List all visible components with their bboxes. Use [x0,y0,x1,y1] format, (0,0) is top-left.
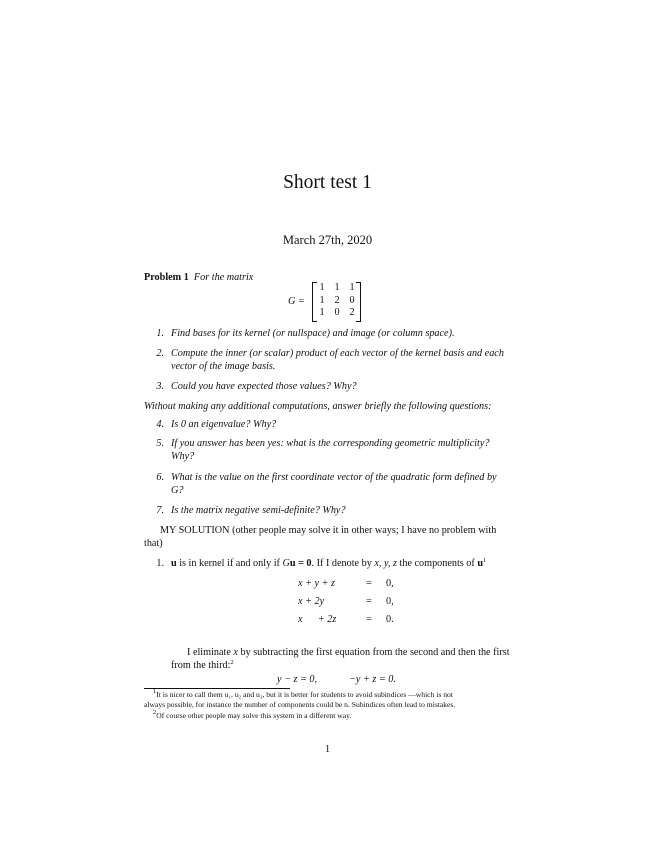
reduced-eq-2: −y + z = 0. [349,674,396,685]
list-item-number: 6. [156,472,164,483]
text-run: is in kernel if and only if [176,558,283,569]
math-run: x [233,647,238,658]
footnote-mark: 1 [483,557,487,564]
solution-item-1-text [171,557,486,570]
matrix-cell: 1 [334,282,340,293]
solution-intro-line2: that) [144,538,163,549]
footnote-mark: 2 [230,659,234,666]
text-run: I eliminate [187,647,234,658]
system-eq-op: = [366,614,372,625]
list-item-text: If you answer has been yes: what is the corresponding geometric multiplicity? [171,438,490,449]
solution-intro-line1: MY SOLUTION (other people may solve it in other ways; I have no problem with [160,525,497,536]
system-eq-lhs: x + y + z [298,578,335,589]
list-item-number: 1. [156,328,164,339]
between-paragraph: Without making any additional computations, answer briefly the following questions: [144,401,492,412]
footnote-2 [153,711,351,721]
list-item-text: Could you have expected those values? Why? [171,381,357,392]
problem-label: Problem 1 [144,272,189,283]
matrix-cell: 1 [319,294,325,306]
matrix-cell: 2 [349,307,355,318]
footnote-1-line1 [153,690,453,700]
matrix-lhs: G = [288,296,305,307]
vector-u: u [477,558,484,569]
list-item-number: 3. [156,381,164,392]
list-item-text: Why? [171,451,195,462]
text-run: the components of [396,558,478,569]
list-item-text: G? [171,485,184,496]
system-eq-op: = [366,596,372,607]
system-eq-lhs: x + 2z [298,614,337,625]
list-item-text: Compute the inner (or scalar) product of each vector of the kernel basis and each [171,348,504,359]
list-item-text: Is the matrix negative semi-definite? Why? [171,505,346,516]
list-item-text: vector of the image basis. [171,361,276,372]
list-item-number: 2. [156,348,164,359]
system-eq-op: = [366,578,372,589]
text-run: by subtracting the first equation from the second and then the first [237,647,510,658]
system-eq-rhs: 0, [386,596,394,607]
problem-intro: For the matrix [193,272,254,283]
math-run: G [282,558,290,569]
zero-vector: = 0 [295,558,312,569]
list-item-number: 7. [156,505,164,516]
matrix-cell: 0 [334,307,340,318]
matrix-cell: 1 [349,282,355,293]
list-item-text: What is the value on the first coordinate vector of the quadratic form defined by [171,472,497,483]
elimination-line1 [187,646,510,659]
page-number: 1 [324,744,331,755]
footnote-text: Of course other people may solve this system in a different way. [156,711,352,720]
matrix-cell: 0 [349,294,355,306]
footnote-1-line2: always possible, for instance the number of components could be n. Subindices often lead to mistakes. [144,700,456,709]
document-date: March 27th, 2020 [282,233,373,247]
list-item-number: 1. [156,558,164,569]
vector-u: u [171,558,177,569]
math-run: x, y, z [374,558,397,569]
footnote-text: It is nicer to call them u₁, u₂ and u₃, but it is better for students to avoid subindices —which is not [156,690,453,699]
elimination-line2 [171,659,234,672]
matrix-cell: 1 [319,282,325,293]
footnote-mark: 2 [153,709,157,716]
footnote-mark: 1 [153,688,157,695]
matrix-cell: 2 [334,294,340,306]
system-eq-rhs: 0, [386,578,394,589]
document-title: Short test 1 [283,172,372,193]
matrix-cell: 1 [319,307,325,318]
list-item-number: 4. [156,419,164,430]
list-item-text: Is 0 an eigenvalue? Why? [171,419,277,430]
text-run: from the third: [171,660,231,671]
system-eq-lhs: x + 2y [298,596,325,607]
list-item-number: 5. [156,438,164,449]
list-item-text: Find bases for its kernel (or nullspace) and image (or column space). [171,328,455,339]
matrix-g [312,282,361,320]
reduced-eq-1: y − z = 0, [277,674,318,685]
system-eq-rhs: 0. [386,614,394,625]
text-run: . If I denote by [311,558,375,569]
vector-u: u [289,558,296,569]
footnote-rule [144,688,290,689]
problem-statement [144,271,253,284]
